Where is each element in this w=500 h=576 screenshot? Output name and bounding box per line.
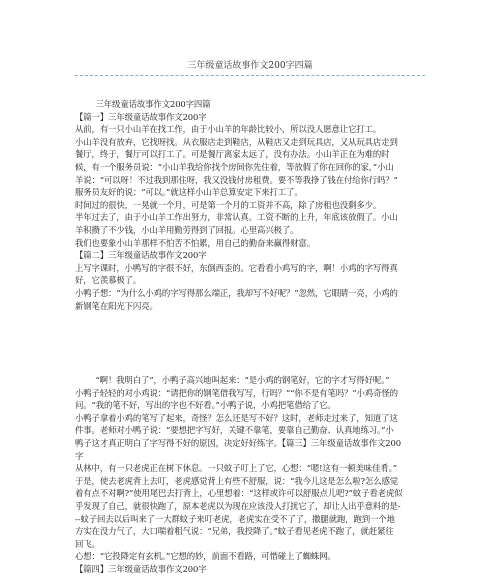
section-heading: 【篇二】三年级童话故事作文200字 bbox=[75, 250, 207, 261]
text-line: 从前，有一只小山羊在找工作，由于小山羊的年龄比较小，所以没人愿意让它打工。 bbox=[75, 124, 382, 135]
text-line: 乎发现了自己，就很快跑了，原本老虎以为现在应该没人打扰它了，却让人出乎意料的是- bbox=[75, 501, 401, 512]
article-body bbox=[75, 98, 429, 576]
text-line: 小山羊没有放弃，它找呀找。从衣服店走到鞋店，从鞋店又走到玩具店，又从玩具店走到 bbox=[75, 136, 398, 147]
text-line: 三年级童话故事作文200字四篇 bbox=[75, 99, 211, 109]
section-heading: 【篇一】三年级童话故事作文200字 bbox=[75, 111, 207, 122]
text-line: 从林中，有一只老虎正在树下休息。一只蚊子叮上了它，心想：“嗯!这有一顿美味佳肴。” bbox=[75, 463, 397, 474]
text-line: 小鸭子想：“为什么小鸡的字写得那么端正，我却写不好呢？”忽然，它眼睛一亮，小鸡的 bbox=[75, 287, 398, 298]
text-line: 字 bbox=[75, 450, 84, 461]
text-line: --蚊子回去以后叫来了一大群蚊子来叮老虎，老虎实在受不了了，撒腿就跑，跑到一个地 bbox=[75, 513, 395, 524]
text-line: “啊！我明白了”，小鸭子高兴地叫起来：“是小鸡的钢笔好，它的字才写得好呢。” bbox=[75, 375, 390, 386]
text-line: 心想：“它投降定有玄机。”它想的妙，前面不看路，可惜碰上了蜘蛛网。 bbox=[75, 551, 336, 562]
section-heading: 【篇四】三年级童话故事作文200字 bbox=[75, 564, 207, 574]
text-line: 时间过的很快，一晃就一个月，可是第一个月的工资并不高，除了房租也没剩多少。 bbox=[75, 199, 382, 210]
text-line: 候，有一个服务员说：“小山羊我给你找个房间你先住着，等放假了你在回你的家，”小山 bbox=[75, 161, 394, 172]
text-line: 鸭子这才真正明白了字写得不好的原因，决定好好练字。【篇三】三年级童话故事作文200 bbox=[75, 438, 401, 449]
text-line: 餐厅，终于，餐厅可以打工了。可是餐厅离家太远了，没有办法。小山羊正在为难的时 bbox=[75, 149, 390, 160]
text-line: 方实在没力气了，大口喘着粗气说：“兄弟，我投降了。”蚊子看见老虎不跑了，就赶紧往 bbox=[75, 526, 394, 537]
text-line: 于是，使去老虎背上去叮，老虎感觉背上有些不舒服，说：“我今儿这是怎么啦?怎么感觉 bbox=[75, 475, 399, 486]
text-line: 回飞。 bbox=[75, 538, 100, 549]
text-line: 着有点不对啊?”使用尾巴去打背上，心里想着：“这样或许可以舒服点儿吧?”蚊子看老虎似 bbox=[75, 488, 403, 499]
text-line: 件事。老师对小鸭子说：“要想把字写好，关键不靠笔，要靠自己勤奋、认真地练习。”小 bbox=[75, 425, 394, 436]
text-line: 服务员友好的说：“可以。”就这样小山羊总算安定下来打工了。 bbox=[75, 187, 303, 198]
text-line: 我们也要象小山羊那样不怕苦不怕累，用自己的勤奋来赢得财富。 bbox=[75, 237, 315, 248]
title-divider bbox=[75, 75, 425, 76]
text-line: 小鸭子拿着小鸡的笔写了起来，奇怪？怎么还是写不好？这时，老师走过来了，知道了这 bbox=[75, 412, 398, 423]
text-line: 问。“我的笔不好，写出的字也不好看。”小鸭子说，小鸡把笔借给了它。 bbox=[75, 400, 336, 411]
text-line: 好，它羡慕极了。 bbox=[75, 275, 142, 286]
text-line: 羊积攒了不少钱，小山羊用勤劳得到了回报。心里高兴极了。 bbox=[75, 224, 299, 235]
page-title: 三年级童话故事作文200字四篇 bbox=[187, 61, 313, 71]
text-line: 半年过去了，由于小山羊工作出努力，非常认真。工资不断的上升，年底该放假了。小山 bbox=[75, 212, 398, 223]
text-line: 上写字课时，小鸭写的字很不好，东倒西歪的。它看看小鸡写的字，啊！小鸡的字写得真 bbox=[75, 262, 398, 273]
text-line: 新钢笔在阳光下闪亮。 bbox=[75, 300, 158, 311]
text-line: 羊说：“可以呀！不过我到那住呀，我又没钱付房租费。要不等我挣了钱在付给你行吗？” bbox=[75, 174, 398, 185]
text-line: 小鸭子轻轻的对小鸡说：“请把你的钢笔借我写写，行吗？”“你不是有笔吗？”小鸡奇怪的 bbox=[75, 387, 398, 398]
blank-gap bbox=[75, 312, 429, 374]
